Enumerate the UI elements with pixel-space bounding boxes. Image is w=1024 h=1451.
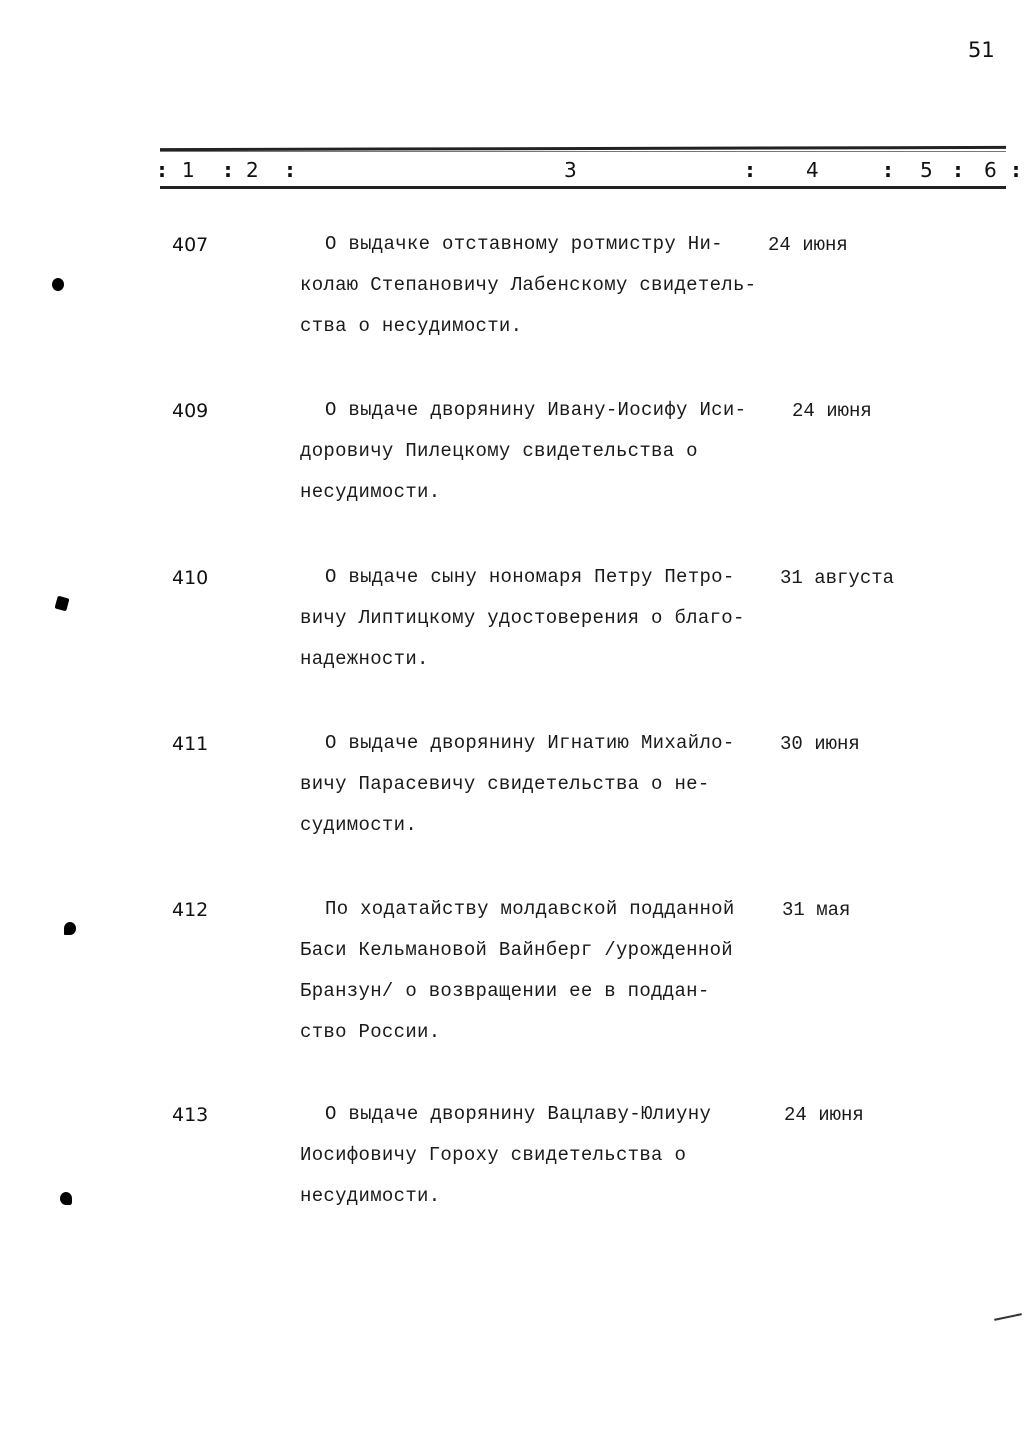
column-separator: :: [884, 158, 892, 182]
column-header-5: 5: [920, 158, 933, 182]
entry-date: 30 июня: [780, 733, 860, 755]
column-header-2: 2: [246, 158, 259, 182]
entry-line: Иосифовичу Гороху свидетельства о: [300, 1144, 687, 1166]
entry-line: доровичу Пилецкому свидетельства о: [300, 440, 698, 462]
entry-line: вичу Липтицкому удостоверения о благо-: [300, 607, 745, 629]
header-bottom-rule: [160, 186, 1006, 189]
entry-description: [300, 889, 780, 1053]
entry-description: [300, 390, 780, 513]
entry-line: О выдаче дворянину Ивану-Иосифу Иси-: [325, 399, 747, 421]
entry-number: 412: [172, 899, 209, 921]
entry-line: несудимости.: [300, 1185, 441, 1207]
entry-line: колаю Степановичу Лабенскому свидетель-: [300, 274, 757, 296]
entry-line: ства о несудимости.: [300, 315, 523, 337]
column-header-6: 6: [984, 158, 997, 182]
entry-line: О выдаче дворянину Вацлаву-Юлиуну: [325, 1103, 712, 1125]
entry-line: вичу Парасевичу свидетельства о не-: [300, 773, 710, 795]
pen-mark: [994, 1313, 1022, 1321]
column-separator: :: [954, 158, 962, 182]
entry-description: [300, 723, 780, 846]
entry-line: Баси Кельмановой Вайнберг /урожденной: [300, 939, 733, 961]
entry-line: О выдаче сыну нономаря Петру Петро-: [325, 566, 735, 588]
entry-line: несудимости.: [300, 481, 441, 503]
entry-date: 24 июня: [768, 234, 848, 256]
column-separator: :: [224, 158, 232, 182]
column-header-4: 4: [806, 158, 819, 182]
entry-date: 31 мая: [782, 899, 851, 921]
entry-line: судимости.: [300, 814, 418, 836]
entry-number: 413: [172, 1104, 209, 1126]
entry-line: надежности.: [300, 648, 429, 670]
entry-description: [300, 557, 780, 680]
column-separator: :: [286, 158, 294, 182]
entry-line: О выдачке отставному ротмистру Ни-: [325, 233, 723, 255]
column-header-1: 1: [182, 158, 195, 182]
entry-number: 411: [172, 733, 209, 755]
entry-date: 31 августа: [780, 567, 895, 589]
entry-description: [300, 1094, 780, 1217]
entry-date: 24 июня: [792, 400, 872, 422]
punch-hole-mark: [55, 596, 70, 612]
entry-date: 24 июня: [784, 1104, 864, 1126]
page-number: 51: [968, 38, 995, 62]
column-separator: :: [158, 158, 166, 182]
entry-number: 409: [172, 400, 209, 422]
entry-description: [300, 224, 780, 347]
entry-line: По ходатайству молдавской подданной: [325, 898, 735, 920]
punch-hole-mark: [60, 1192, 72, 1205]
punch-hole-mark: [52, 278, 64, 291]
column-header-3: 3: [564, 158, 577, 182]
entry-line: О выдаче дворянину Игнатию Михайло-: [325, 732, 735, 754]
column-separator: :: [746, 158, 754, 182]
entry-number: 407: [172, 234, 209, 256]
entry-line: Бранзун/ о возвращении ее в поддан-: [300, 980, 710, 1002]
header-top-rule-thin: [160, 151, 1006, 152]
entry-number: 410: [172, 567, 209, 589]
column-separator: :: [1012, 158, 1020, 182]
entry-line: ство России.: [300, 1021, 441, 1043]
punch-hole-mark: [64, 922, 76, 935]
